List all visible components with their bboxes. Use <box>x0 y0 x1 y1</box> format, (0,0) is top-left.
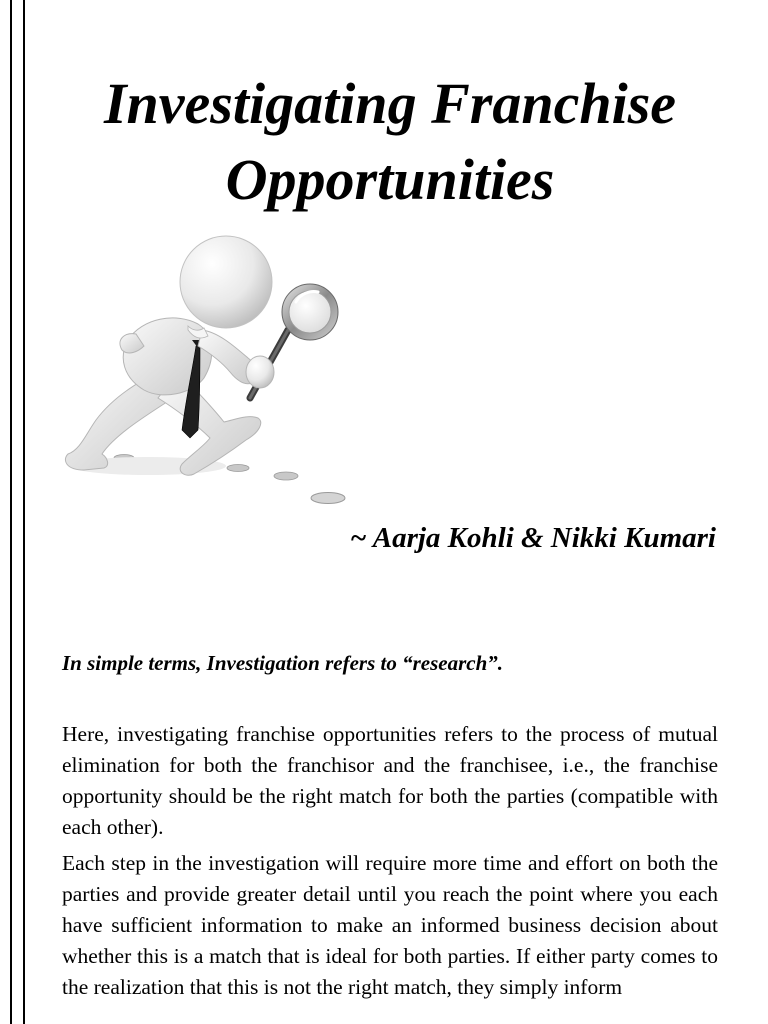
page-border-inner <box>23 0 25 1024</box>
authors-byline: ~ Aarja Kohli & Nikki Kumari <box>350 522 716 554</box>
detective-figure-with-magnifying-glass-icon <box>58 222 358 512</box>
page-border-outer <box>10 0 12 1024</box>
page-title <box>40 66 740 218</box>
body-paragraph-2: Each step in the investigation will require more time and effort on both the parties and provide greater detail until you reach the point where you each have sufficient information to make an informed business decision about whether this is a match that is ideal for both parties. If either party comes to the realization that this is not the right match, they simply inform <box>62 851 718 999</box>
intro-statement: In simple terms, Investigation refers to “research”. <box>62 651 504 675</box>
title-line-2: Opportunities <box>225 147 555 212</box>
title-line-1: Investigating Franchise <box>103 71 677 136</box>
body-paragraph-1: Here, investigating franchise opportunities refers to the process of mutual elimination for both the franchisor and the franchisee, i.e., the franchise opportunity should be the right match for both the parties (compatible with each other). <box>62 722 718 839</box>
